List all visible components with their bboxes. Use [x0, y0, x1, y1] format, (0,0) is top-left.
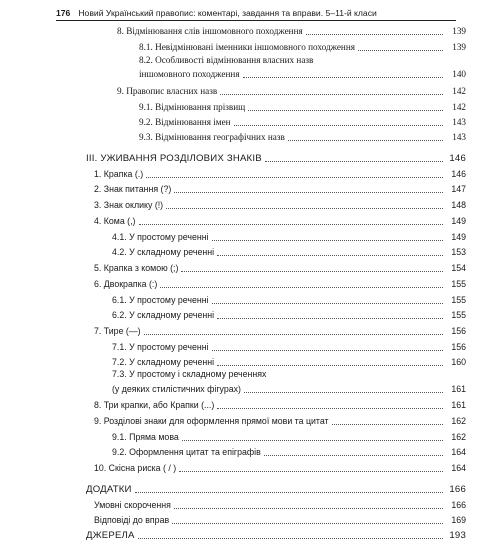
toc-label: 7. Тире (—): [94, 326, 141, 336]
toc-page: 160: [451, 357, 466, 367]
toc-entry: [94, 182, 466, 195]
leader-dots: [139, 224, 444, 225]
toc-entry: [112, 430, 466, 443]
leader-dots: [264, 455, 443, 456]
leader-dots: [217, 365, 443, 366]
toc-label: 1. Крапка (.): [94, 169, 144, 179]
leader-dots: [217, 318, 443, 319]
toc-page: 142: [452, 102, 466, 112]
leader-dots: [306, 34, 443, 35]
toc-entry: [117, 84, 466, 97]
toc-entry: [112, 230, 466, 243]
toc-page: 156: [451, 342, 466, 352]
toc-page: 146: [451, 169, 466, 179]
toc-label: 9.1. Відмінювання прізвищ: [139, 102, 246, 112]
toc-page: 162: [451, 416, 466, 426]
leader-dots: [212, 350, 443, 351]
toc-page: 193: [449, 530, 466, 541]
toc-entry: [139, 100, 466, 113]
toc-page: 162: [451, 432, 466, 442]
toc-label: ДОДАТКИ: [86, 484, 132, 495]
toc-label: 8.1. Невідмінювані іменники іншомовного походження: [139, 42, 355, 52]
toc-label: іншомовного походження: [139, 69, 240, 79]
toc-entry: [112, 293, 466, 306]
running-header: [56, 6, 456, 20]
toc-label: 9.3. Відмінювання географічних назв: [139, 132, 285, 142]
toc-page: 147: [451, 184, 466, 194]
toc-entry: [112, 445, 466, 458]
leader-dots: [172, 523, 443, 524]
toc-entry: [117, 24, 466, 37]
leader-dots: [248, 110, 443, 111]
toc-entry: [112, 369, 466, 382]
leader-dots: [182, 440, 443, 441]
toc-page: 164: [451, 463, 466, 473]
toc-label: 6. Двокрапка (:): [94, 279, 158, 289]
toc-label: 6.1. У простому реченні: [112, 295, 209, 305]
toc-entry: [94, 398, 466, 411]
leader-dots: [244, 392, 443, 393]
header-rule: [56, 20, 456, 21]
toc-entry: [94, 414, 466, 427]
leader-dots: [265, 161, 443, 162]
toc-page: 149: [451, 232, 466, 242]
toc-page: 142: [452, 86, 466, 96]
leader-dots: [217, 255, 443, 256]
toc-label: (у деяких стилістичних фігурах): [112, 384, 241, 394]
toc-page: 156: [451, 326, 466, 336]
leader-dots: [234, 125, 443, 126]
header-book-title: Новий Український правопис: коментарі, завдання та вправи. 5–11-й класи: [78, 8, 377, 18]
toc-label: 8. Три крапки, або Крапки (...): [94, 400, 215, 410]
toc-label: 7.1. У простому реченні: [112, 342, 209, 352]
toc-page: 155: [451, 279, 466, 289]
toc-label: Умовні скорочення: [94, 500, 171, 510]
toc-page: 139: [452, 26, 466, 36]
toc-part-heading: [86, 528, 466, 541]
toc-label: 10. Скісна риска ( / ): [94, 463, 177, 473]
toc-label: 9. Правопис власних назв: [117, 86, 218, 96]
toc-entry: [94, 214, 466, 227]
leader-dots: [181, 271, 443, 272]
toc-page: 139: [452, 42, 466, 52]
toc-page: 166: [449, 484, 466, 495]
toc-label: 6.2. У складному реченні: [112, 310, 215, 320]
toc-page: 166: [451, 500, 466, 510]
toc-page: 154: [451, 263, 466, 273]
toc-page: 169: [451, 515, 466, 525]
toc-page: 149: [451, 216, 466, 226]
toc-label: 8. Відмінювання слів іншомовного походження: [117, 26, 303, 36]
toc-part-heading: [86, 151, 466, 164]
leader-dots: [160, 287, 443, 288]
toc-page: 161: [451, 400, 466, 410]
header-page-number: 176: [56, 8, 71, 18]
toc-page: 164: [451, 447, 466, 457]
toc-entry: [112, 340, 466, 353]
leader-dots: [220, 94, 443, 95]
toc-entry: [94, 461, 466, 474]
toc-entry: [94, 261, 466, 274]
toc-page: 146: [449, 153, 466, 164]
leader-dots: [243, 77, 443, 78]
leader-dots: [166, 208, 443, 209]
toc-label: 4. Кома (,): [94, 216, 136, 226]
toc-page: 161: [451, 384, 466, 394]
leader-dots: [138, 538, 443, 539]
toc-label: 7.3. У простому і складному реченнях: [112, 369, 267, 379]
toc-entry: [94, 277, 466, 290]
toc-entry: [139, 67, 466, 80]
toc-label: 3. Знак оклику (!): [94, 200, 164, 210]
leader-dots: [174, 192, 443, 193]
toc-entry: [139, 115, 466, 128]
toc-label: ІІІ. УЖИВАННЯ РОЗДІЛОВИХ ЗНАКІВ: [86, 153, 262, 164]
leader-dots: [144, 334, 443, 335]
toc-label: 7.2. У складному реченні: [112, 357, 215, 367]
toc-page: 143: [452, 117, 466, 127]
toc-page: 143: [452, 132, 466, 142]
toc-label: 8.2. Особливості відмінювання власних назв: [139, 55, 314, 65]
leader-dots: [174, 508, 443, 509]
toc-label: 9.1. Пряма мова: [112, 432, 179, 442]
toc-entry: [139, 130, 466, 143]
toc-entry: [94, 513, 466, 526]
leader-dots: [179, 471, 443, 472]
toc-entry: [94, 324, 466, 337]
toc-page: 148: [451, 200, 466, 210]
toc-label: 9.2. Відмінювання імен: [139, 117, 231, 127]
leader-dots: [288, 140, 443, 141]
toc-entry: [112, 308, 466, 321]
toc-entry: [139, 40, 466, 53]
toc-entry: [94, 198, 466, 211]
toc-page: 155: [451, 310, 466, 320]
toc-label: 2. Знак питання (?): [94, 184, 172, 194]
toc-label: 5. Крапка з комою (;): [94, 263, 179, 273]
leader-dots: [217, 408, 443, 409]
toc-entry: [112, 355, 466, 368]
leader-dots: [212, 303, 443, 304]
toc-label: 9.2. Оформлення цитат та епіграфів: [112, 447, 261, 457]
toc-part-heading: [86, 482, 466, 495]
toc-page: 153: [451, 247, 466, 257]
toc-entry: [112, 245, 466, 258]
toc-entry: [94, 167, 466, 180]
toc-label: Відповіді до вправ: [94, 515, 170, 525]
toc-label: 9. Розділові знаки для оформлення прямої мови та цитат: [94, 416, 329, 426]
leader-dots: [358, 50, 443, 51]
leader-dots: [212, 240, 443, 241]
leader-dots: [332, 424, 443, 425]
toc-label: ДЖЕРЕЛА: [86, 530, 135, 541]
toc-label: 4.1. У простому реченні: [112, 232, 209, 242]
toc-entry: [112, 382, 466, 395]
toc-page: 155: [451, 295, 466, 305]
leader-dots: [146, 177, 443, 178]
toc-page: 140: [452, 69, 466, 79]
leader-dots: [135, 492, 443, 493]
toc-label: 4.2. У складному реченні: [112, 247, 215, 257]
